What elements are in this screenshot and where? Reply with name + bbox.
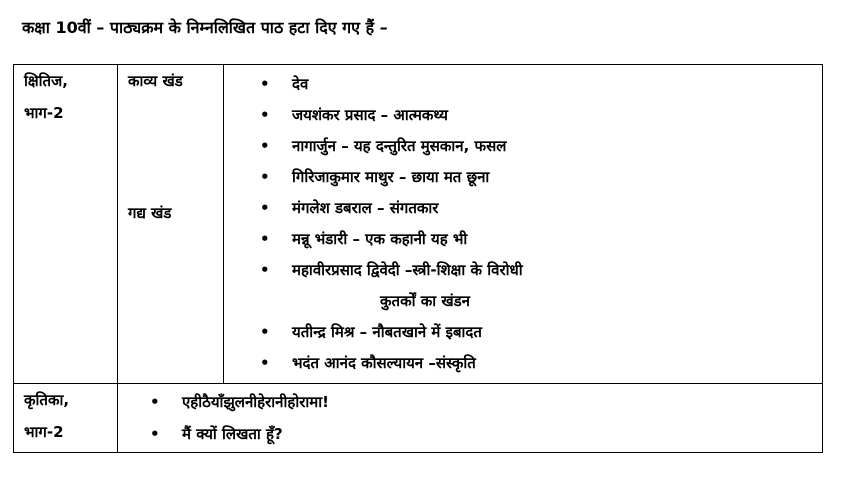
list-item: • मंगलेश डबराल – संगतकार <box>224 193 822 224</box>
page-heading: कक्षा 10वीं – पाठ्यक्रम के निम्नलिखित पाठ हटा दिए गए हैं – <box>22 18 388 37</box>
list-item: • जयशंकर प्रसाद – आत्मकथ्य <box>224 100 822 131</box>
list-item-continuation: कुतर्कों का खंडन <box>380 292 470 310</box>
bullet-icon: • <box>260 261 270 279</box>
section-label-gadya: गद्य खंड <box>128 204 172 222</box>
items-cell-kritika <box>118 384 823 453</box>
bullet-icon: • <box>260 323 270 341</box>
table-row-kshitij <box>14 65 823 384</box>
list-item: • यतीन्द्र मिश्र – नौबतखाने में इबादत <box>224 317 822 348</box>
book-name-kritika: कृतिका, <box>24 391 70 409</box>
section-cell-kshitij <box>118 65 224 384</box>
table-row-kritika <box>14 384 823 453</box>
item-list-kritika <box>118 384 822 452</box>
section-label-kavya: काव्य खंड <box>128 72 183 90</box>
list-item: • मैं क्यों लिखता हूँ? <box>118 418 822 450</box>
bullet-icon: • <box>260 137 270 155</box>
book-part-kritika: भाग-2 <box>24 423 64 441</box>
list-item: • गिरिजाकुमार माथुर – छाया मत छूना <box>224 162 822 193</box>
book-cell-kritika <box>14 384 118 453</box>
bullet-icon: • <box>260 106 270 124</box>
bullet-icon: • <box>260 75 270 93</box>
book-part-kshitij: भाग-2 <box>24 104 64 122</box>
items-cell-kshitij <box>224 65 823 384</box>
book-cell-kshitij <box>14 65 118 384</box>
list-item: • देव <box>224 69 822 100</box>
list-item: • नागार्जुन – यह दन्तुरित मुसकान, फसल <box>224 131 822 162</box>
bullet-icon: • <box>150 393 160 411</box>
list-item: • महावीरप्रसाद द्विवेदी –स्त्री-शिक्षा के विरोधी कुतर्कों का खंडन <box>224 255 822 317</box>
bullet-icon: • <box>260 230 270 248</box>
book-name-kshitij: क्षितिज, <box>24 72 68 90</box>
list-item: • एहीठैयाँझुलनीहेरानीहोरामा! <box>118 386 822 418</box>
bullet-icon: • <box>260 354 270 372</box>
list-item: • मन्नू भंडारी – एक कहानी यह भी <box>224 224 822 255</box>
bullet-icon: • <box>260 168 270 186</box>
bullet-icon: • <box>260 199 270 217</box>
syllabus-table <box>13 64 823 453</box>
list-item: • भदंत आनंद कौसल्यायन –संस्कृति <box>224 348 822 379</box>
bullet-icon: • <box>150 425 160 443</box>
item-list-kshitij <box>224 65 822 383</box>
